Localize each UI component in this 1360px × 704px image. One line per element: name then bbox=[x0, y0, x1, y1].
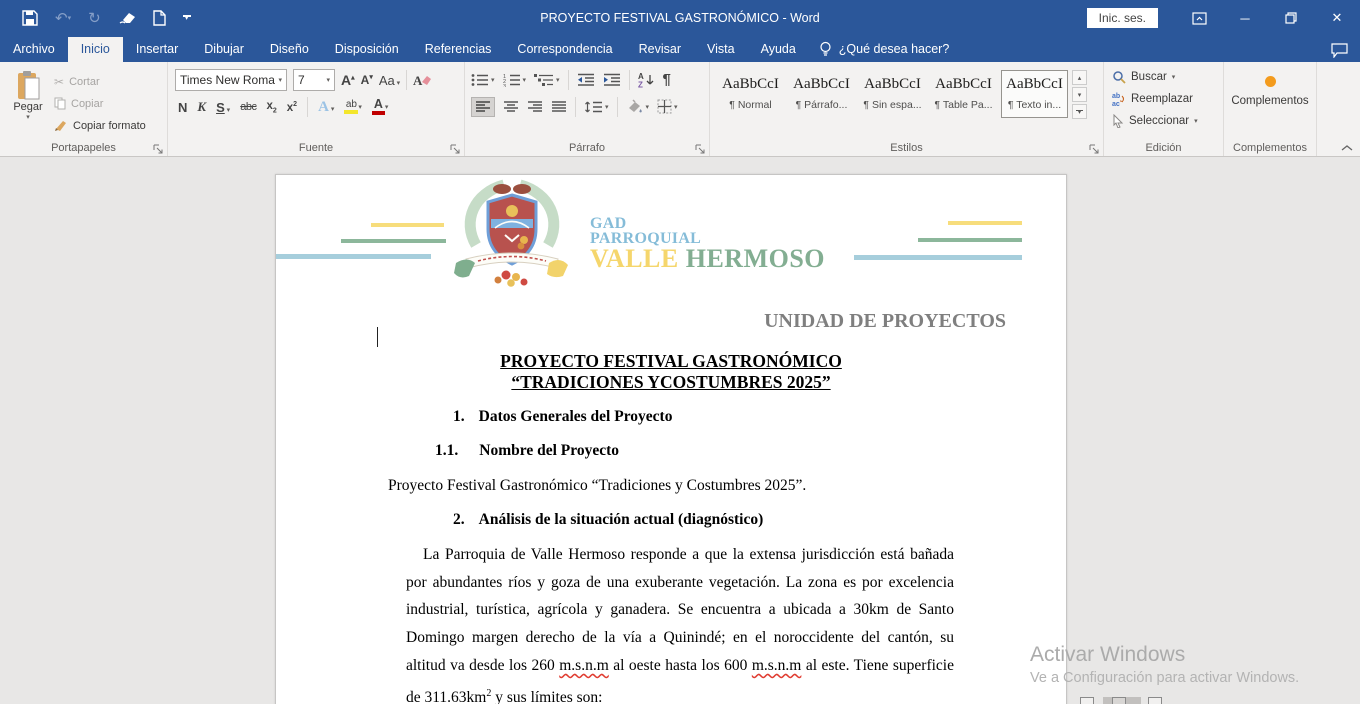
restore-button[interactable] bbox=[1268, 0, 1314, 36]
find-button[interactable]: Buscar ▾ bbox=[1112, 66, 1221, 88]
group-fuente: Times New Roma ▾ 7 ▾ A▴ A▾ Aa ▾ A N K S ▾ abc $x_2$ $x^2$ A ▾ ab ▾ A ▾ Fuente bbox=[168, 62, 465, 156]
svg-text:1: 1 bbox=[502, 73, 506, 80]
styles-scroll-up[interactable]: ▴ bbox=[1072, 70, 1087, 85]
align-right-button[interactable] bbox=[527, 100, 543, 114]
superscript-button[interactable]: $x^2$ bbox=[286, 100, 298, 114]
close-button[interactable]: ✕ bbox=[1331, 10, 1343, 25]
group-parrafo: ▾ 1 2 3 ▾ ▾ A Z ¶ ▾ ▾ ▾ Párrafo bbox=[465, 62, 710, 156]
tab-vista[interactable]: Vista bbox=[707, 42, 735, 56]
select-button[interactable]: Seleccionar ▾ bbox=[1112, 110, 1221, 132]
show-marks-button[interactable]: ¶ bbox=[662, 71, 671, 88]
undo-icon[interactable]: ↶ ▾ bbox=[55, 10, 72, 27]
italic-button[interactable]: K bbox=[197, 99, 207, 114]
text-effects-button[interactable]: A ▾ bbox=[318, 98, 335, 115]
logo-line bbox=[276, 254, 431, 259]
group-edicion: Buscar ▾ ab ac Reemplazar Seleccionar ▾ Edición bbox=[1104, 62, 1224, 156]
logo-line bbox=[371, 223, 444, 227]
ribbon-display-options-icon[interactable] bbox=[1176, 0, 1222, 36]
logo-line bbox=[854, 255, 1022, 260]
format-painter-icon bbox=[54, 119, 68, 132]
document-area bbox=[0, 157, 1360, 704]
svg-text:Z: Z bbox=[637, 80, 643, 88]
svg-text:A: A bbox=[637, 71, 644, 81]
redo-icon[interactable]: ↻ bbox=[88, 10, 101, 27]
replace-button[interactable]: ab ac Reemplazar bbox=[1112, 93, 1193, 106]
logo-line bbox=[341, 239, 446, 243]
clipboard-icon bbox=[15, 70, 42, 101]
new-document-icon[interactable] bbox=[153, 10, 166, 26]
ribbon bbox=[0, 62, 1360, 157]
paragraph-nombre[interactable]: Proyecto Festival Gastronómico “Tradiciones y Costumbres 2025”. bbox=[388, 477, 807, 494]
logo-wordmark: GAD PARROQUIAL VALLE HERMOSO bbox=[590, 215, 826, 273]
justify-button[interactable] bbox=[551, 100, 567, 114]
tab-diseno[interactable]: Diseño bbox=[269, 42, 309, 56]
subscript-button[interactable]: $x_2$ bbox=[266, 99, 277, 115]
svg-text:2: 2 bbox=[502, 78, 506, 85]
clear-formatting-button[interactable] bbox=[413, 72, 431, 88]
font-name-select[interactable]: Times New Roma ▾ bbox=[175, 69, 287, 91]
minimize-button[interactable]: ─ bbox=[1240, 10, 1250, 26]
tab-dibujar[interactable]: Dibujar bbox=[204, 42, 244, 56]
underline-button[interactable]: S ▾ bbox=[216, 99, 231, 115]
heading-1-1[interactable]: 1.1. Nombre del Proyecto bbox=[435, 442, 619, 459]
cursor-arrow-icon bbox=[1112, 114, 1124, 128]
increase-indent-button[interactable] bbox=[603, 73, 621, 87]
estilos-dialog-launcher[interactable] bbox=[1089, 144, 1099, 154]
window-controls bbox=[1087, 0, 1360, 36]
borders-button[interactable]: ▾ bbox=[657, 99, 678, 114]
strikethrough-button[interactable]: abc bbox=[240, 101, 257, 113]
portapapeles-dialog-launcher[interactable] bbox=[153, 144, 163, 154]
sort-button[interactable] bbox=[638, 72, 655, 88]
align-left-button[interactable] bbox=[471, 97, 495, 117]
tell-me-box[interactable]: ¿Qué desea hacer? bbox=[838, 42, 950, 56]
grow-font-button[interactable]: A▴ bbox=[341, 72, 355, 88]
style-texto-independiente[interactable]: AaBbCcI ¶ Texto in... bbox=[1001, 70, 1068, 118]
decrease-indent-button[interactable] bbox=[577, 73, 595, 87]
group-portapapeles: Pegar ▾ ✂ Cortar Copiar Copiar formato Portapapeles bbox=[0, 62, 168, 156]
tab-referencias[interactable]: Referencias bbox=[424, 42, 492, 56]
activate-windows-subtext: Ve a Configuración para activar Windows. bbox=[1030, 670, 1300, 686]
title-bar bbox=[0, 0, 1360, 36]
highlight-button[interactable]: ab ▾ bbox=[344, 100, 362, 114]
bullets-button[interactable]: ▾ bbox=[471, 73, 495, 87]
group-estilos: AaBbCcI ¶ Normal AaBbCcI ¶ Párrafo... AaBbCcI ¶ Sin espa... AaBbCcI ¶ Table Pa... AaBbCcI ¶ Texto in... ▴ ▾ ▾ Estilos bbox=[710, 62, 1104, 156]
heading-2[interactable]: 2. Análisis de la situación actual (diagnóstico) bbox=[453, 511, 764, 528]
bold-button[interactable]: N bbox=[178, 99, 188, 115]
style-parrafo[interactable]: AaBbCcI ¶ Párrafo... bbox=[793, 76, 850, 111]
format-painter-button[interactable]: Copiar formato bbox=[54, 116, 146, 135]
numbering-button[interactable]: 1 2 3 ▾ bbox=[503, 73, 527, 87]
quick-access-toolbar bbox=[0, 9, 191, 27]
tab-correspondencia[interactable]: Correspondencia bbox=[517, 42, 613, 56]
heading-1[interactable]: 1. Datos Generales del Proyecto bbox=[453, 408, 673, 425]
body-paragraph[interactable]: La Parroquia de Valle Hermoso responde a que la extensa jurisdicción está bañada por abundantes ríos y goza de una exuberante vegetación. La zona es por excelencia industrial, turística, agrícola y ganadera. Se encuentra a ubicada a 30km de Santo Domingo margen derecho de la vía a Quinindé; en el noroccidente del cantón, su altitud va desde los 260 m.s.n.m al oeste hasta los 600 m.s.n.m al este. Tiene superficie de $311.63km^2$ y sus límites son: bbox=[406, 546, 954, 704]
svg-text:A: A bbox=[413, 73, 423, 88]
print-layout-button[interactable] bbox=[1112, 697, 1126, 704]
replace-icon bbox=[1112, 92, 1126, 106]
style-sin-espaciado[interactable]: AaBbCcI ¶ Sin espa... bbox=[863, 76, 922, 111]
copy-button[interactable]: Copiar bbox=[54, 94, 146, 113]
ribbon-tabs bbox=[0, 36, 1360, 62]
shrink-font-button[interactable]: A▾ bbox=[360, 73, 373, 87]
web-layout-button[interactable] bbox=[1148, 697, 1162, 704]
crest-logo bbox=[436, 177, 588, 289]
eraser-icon[interactable] bbox=[118, 11, 136, 25]
document-header-logo[interactable] bbox=[276, 175, 1066, 296]
parrafo-dialog-launcher[interactable] bbox=[695, 144, 705, 154]
group-complementos: Complementos Complementos bbox=[1224, 62, 1317, 156]
document-title[interactable]: PROYECTO FESTIVAL GASTRONÓMICO “TRADICIONES YCOSTUMBRES 2025” bbox=[500, 351, 842, 392]
font-color-button[interactable]: A ▾ bbox=[372, 99, 389, 115]
read-mode-button[interactable] bbox=[1080, 697, 1094, 704]
collapse-ribbon-button[interactable] bbox=[1340, 143, 1354, 153]
text-cursor-caret bbox=[377, 327, 378, 347]
sign-in-button[interactable]: Inic. ses. bbox=[1087, 8, 1158, 28]
tab-insertar[interactable]: Insertar bbox=[135, 42, 179, 56]
line-spacing-button[interactable]: ▾ bbox=[584, 100, 609, 114]
svg-text:ac: ac bbox=[1112, 101, 1120, 106]
change-case-button[interactable]: Aa ▾ bbox=[378, 72, 401, 88]
document-page[interactable] bbox=[275, 174, 1067, 704]
tab-disposicion[interactable]: Disposición bbox=[334, 42, 399, 56]
window-title: PROYECTO FESTIVAL GASTRONÓMICO - Word bbox=[540, 11, 820, 25]
copy-icon bbox=[54, 97, 66, 110]
style-table-paragraph[interactable]: AaBbCcI ¶ Table Pa... bbox=[934, 76, 993, 111]
style-normal[interactable]: AaBbCcI ¶ Normal bbox=[722, 76, 779, 111]
addins-button[interactable]: Complementos bbox=[1226, 76, 1314, 107]
lightbulb-icon bbox=[819, 41, 832, 57]
cut-button[interactable]: ✂ Cortar bbox=[54, 74, 100, 89]
unit-heading[interactable]: UNIDAD DE PROYECTOS bbox=[764, 310, 1006, 332]
feedback-icon[interactable] bbox=[1331, 43, 1348, 58]
multilevel-list-button[interactable]: ▾ bbox=[534, 73, 560, 87]
logo-line bbox=[948, 221, 1022, 225]
activate-windows-watermark: Activar Windows bbox=[1030, 643, 1186, 666]
styles-scroll-down[interactable]: ▾ bbox=[1072, 87, 1087, 102]
svg-text:3: 3 bbox=[502, 83, 506, 87]
styles-more-button[interactable]: ▾ bbox=[1072, 104, 1087, 119]
tab-inicio[interactable]: Inicio bbox=[68, 37, 123, 62]
qat-customize-icon[interactable]: ▾ bbox=[183, 15, 191, 20]
search-icon bbox=[1112, 70, 1126, 84]
scissors-icon: ✂ bbox=[54, 74, 65, 89]
fuente-dialog-launcher[interactable] bbox=[450, 144, 460, 154]
align-center-button[interactable] bbox=[503, 100, 519, 114]
shading-button[interactable]: ▾ bbox=[626, 99, 650, 114]
tab-archivo[interactable]: Archivo bbox=[13, 42, 55, 56]
logo-line bbox=[918, 238, 1022, 242]
paste-button[interactable]: Pegar ▾ bbox=[2, 66, 54, 140]
font-size-select[interactable]: 7 ▾ bbox=[293, 69, 335, 91]
svg-text:ab: ab bbox=[1112, 93, 1121, 100]
tab-revisar[interactable]: Revisar bbox=[638, 42, 681, 56]
addin-dot-icon bbox=[1265, 76, 1276, 87]
save-icon[interactable] bbox=[22, 10, 38, 26]
tab-ayuda[interactable]: Ayuda bbox=[760, 42, 796, 56]
